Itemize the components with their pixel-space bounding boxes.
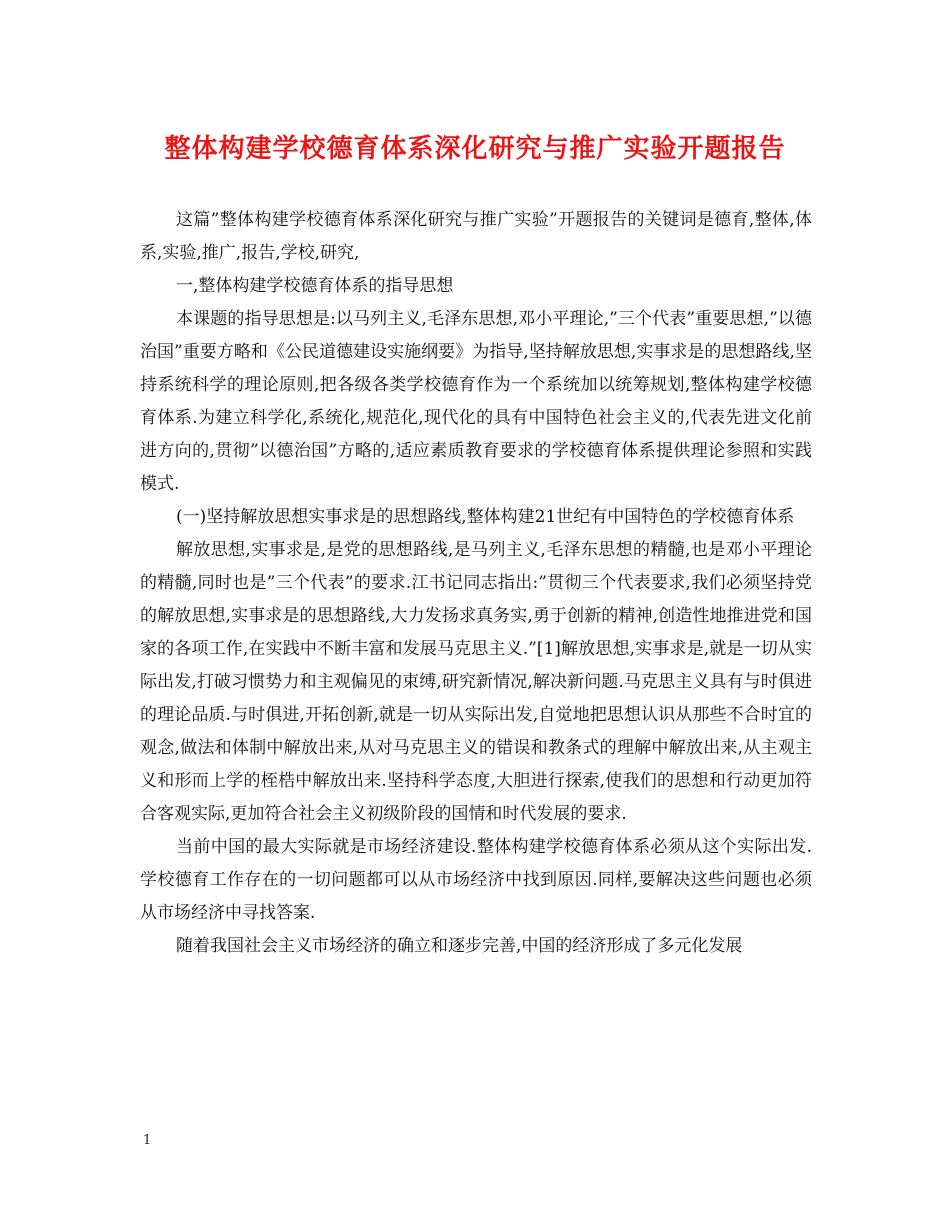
document-body (140, 204, 812, 963)
paragraph-guiding-thought: 本课题的指导思想是:以马列主义,毛泽东思想,邓小平理论,”三个代表”重要思想,”以德治国”重要方略和《公民道德建设实施纲要》为指导,坚持解放思想,实事求是的思想路线,坚持系统科学的理论原则,把各级各类学校德育作为一个系统加以统筹规划,整体构建学校德育体系.为建立科学化,系统化,规范化,现代化的具有中国特色社会主义的,代表先进文化前进方向的,贯彻”以德治国”方略的,适应素质教育要求的学校德育体系提供理论参照和实践模式. (140, 309, 812, 494)
paragraph-market-economy: 当前中国的最大实际就是市场经济建设.整体构建学校德育体系必须从这个实际出发.学校德育工作存在的一切问题都可以从市场经济中找到原因.同样,要解决这些问题也必须从市场经济中寻找答案. (140, 837, 812, 923)
page-number: 1 (143, 1133, 152, 1148)
paragraph-diversified-development: 随着我国社会主义市场经济的确立和逐步完善,中国的经济形成了多元化发展 (176, 936, 743, 956)
document-title: 整体构建学校德育体系深化研究与推广实验开题报告 (164, 134, 786, 164)
section-heading-guiding-thought: 一,整体构建学校德育体系的指导思想 (176, 276, 454, 296)
subsection-heading-1: (一)坚持解放思想实事求是的思想路线,整体构建21世纪有中国特色的学校德育体系 (176, 507, 795, 527)
paragraph-keywords: 这篇”整体构建学校德育体系深化研究与推广实验”开题报告的关键词是德育,整体,体系,实验,推广,报告,学校,研究, (140, 210, 812, 263)
paragraph-emancipate-mind: 解放思想,实事求是,是党的思想路线,是马列主义,毛泽东思想的精髓,也是邓小平理论的精髓,同时也是”三个代表”的要求.江书记同志指出:”贯彻三个代表要求,我们必须坚持党的解放思想,实事求是的思想路线,大力发扬求真务实,勇于创新的精神,创造性地推进党和国家的各项工作,在实践中不断丰富和发展马克思主义.”[1]解放思想,实事求是,就是一切从实际出发,打破习惯势力和主观偏见的束缚,研究新情况,解决新问题.马克思主义具有与时俱进的理论品质.与时俱进,开拓创新,就是一切从实际出发,自觉地把思想认识从那些不合时宜的观念,做法和体制中解放出来,从对马克思主义的错误和教条式的理解中解放出来,从主观主义和形而上学的桎梏中解放出来.坚持科学态度,大胆进行探索,使我们的思想和行动更加符合客观实际,更加符合社会主义初级阶段的国情和时代发展的要求. (140, 540, 812, 824)
